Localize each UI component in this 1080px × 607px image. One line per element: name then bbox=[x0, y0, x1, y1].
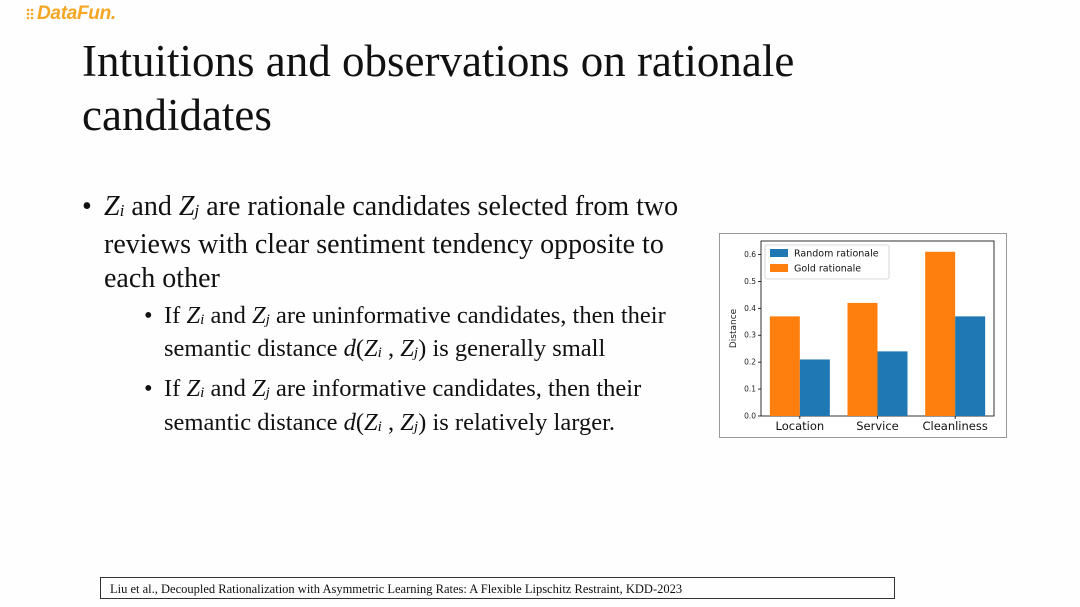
logo-text: DataFun. bbox=[37, 3, 116, 24]
math-sub: j bbox=[194, 200, 200, 220]
y-axis-label: Distance bbox=[729, 308, 739, 349]
math-sub: i bbox=[200, 310, 205, 328]
math-sub: j bbox=[413, 343, 419, 361]
slide-title: Intuitions and observations on rationale candidates bbox=[82, 36, 795, 140]
sub-bullet-uninformative bbox=[144, 301, 712, 368]
bullet-list bbox=[82, 190, 712, 441]
bar-random-rationale-location bbox=[800, 359, 830, 416]
math-sub: j bbox=[265, 384, 270, 402]
math-z: Z bbox=[364, 408, 378, 436]
math-z: Z bbox=[186, 375, 201, 403]
bar-random-rationale-cleanliness bbox=[955, 316, 985, 416]
bullet-text: If bbox=[164, 301, 187, 329]
bullet-text: and bbox=[204, 375, 252, 403]
x-tick-label: Cleanliness bbox=[922, 419, 988, 433]
y-tick-label: 0.6 bbox=[744, 249, 756, 259]
math-paren: ( bbox=[355, 335, 365, 363]
math-comma: , bbox=[381, 335, 401, 363]
y-tick-label: 0.2 bbox=[744, 357, 756, 367]
bar-random-rationale-service bbox=[878, 351, 908, 416]
math-paren: ( bbox=[355, 408, 365, 436]
y-tick-label: 0.5 bbox=[744, 276, 756, 286]
bullet-text: and bbox=[124, 191, 179, 222]
distance-bar-chart bbox=[719, 233, 1007, 438]
y-tick-label: 0.3 bbox=[744, 330, 756, 340]
bar-gold-rationale-service bbox=[848, 303, 878, 416]
bullet-text: are informative candidates, then their semantic distance bbox=[164, 375, 642, 436]
bullet-main bbox=[82, 190, 712, 296]
bar-gold-rationale-cleanliness bbox=[925, 252, 955, 416]
math-d: d bbox=[343, 408, 356, 436]
math-z: Z bbox=[400, 408, 414, 436]
math-sub: i bbox=[377, 343, 382, 361]
math-d: d bbox=[343, 335, 356, 363]
math-paren: ) bbox=[418, 335, 427, 363]
legend-label: Gold rationale bbox=[794, 263, 862, 275]
math-z: Z bbox=[104, 191, 120, 222]
math-z: Z bbox=[251, 301, 266, 329]
legend-label: Random rationale bbox=[794, 248, 879, 260]
math-sub: j bbox=[413, 417, 419, 435]
math-z: Z bbox=[400, 335, 414, 363]
math-z: Z bbox=[251, 375, 266, 403]
math-paren: ) bbox=[418, 408, 427, 436]
sub-bullet-informative bbox=[144, 374, 712, 441]
citation-box: Liu et al., Decoupled Rationalization with Asymmetric Learning Rates: A Flexible Lipschitz Restraint, KDD-2023 bbox=[100, 577, 895, 599]
bullet-dot: • bbox=[82, 191, 92, 222]
bullet-dot: • bbox=[144, 375, 153, 403]
math-z: Z bbox=[186, 301, 201, 329]
bullet-dot: • bbox=[144, 301, 153, 329]
legend-swatch bbox=[770, 249, 788, 257]
math-sub: i bbox=[200, 384, 205, 402]
y-tick-label: 0.4 bbox=[744, 303, 756, 313]
bullet-text: is generally small bbox=[426, 335, 606, 363]
x-tick-label: Service bbox=[856, 419, 899, 433]
math-z: Z bbox=[178, 191, 195, 222]
bullet-text: are uninformative candidates, then their semantic distance bbox=[164, 301, 666, 363]
legend-swatch bbox=[770, 264, 788, 272]
datafun-logo bbox=[26, 3, 116, 25]
bullet-text: are rationale candidates selected from two reviews with clear sentiment tendency opposite to each other bbox=[104, 191, 679, 294]
math-sub: i bbox=[377, 417, 382, 435]
math-sub: i bbox=[119, 200, 125, 220]
y-tick-label: 0.1 bbox=[744, 384, 756, 394]
x-tick-label: Location bbox=[775, 419, 825, 433]
bar-gold-rationale-location bbox=[770, 316, 800, 416]
bullet-text: If bbox=[164, 375, 187, 403]
chart-svg bbox=[720, 234, 1006, 437]
y-tick-label: 0.0 bbox=[744, 411, 756, 421]
math-z: Z bbox=[364, 335, 378, 363]
bullet-text: and bbox=[204, 301, 252, 329]
datafun-dots-icon bbox=[26, 8, 36, 20]
math-comma: , bbox=[381, 408, 401, 436]
math-sub: j bbox=[265, 310, 270, 328]
bullet-text: is relatively larger. bbox=[426, 408, 616, 436]
